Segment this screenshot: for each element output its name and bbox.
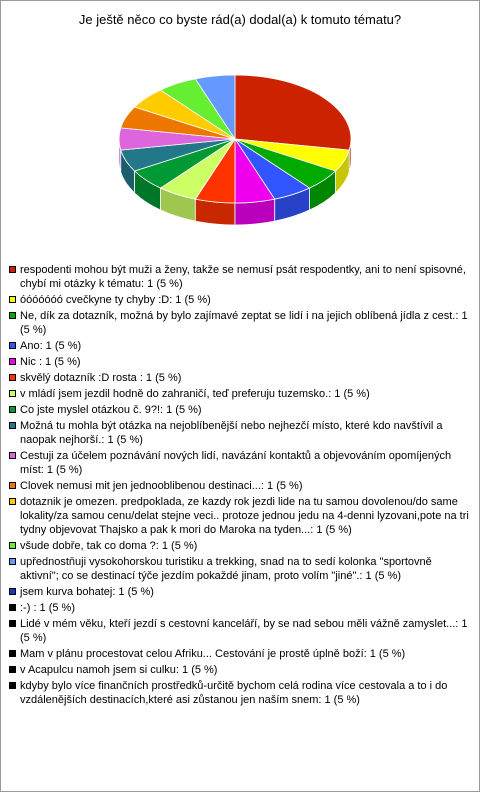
legend-swatch — [9, 498, 16, 505]
legend-item — [9, 585, 471, 599]
legend-label: Nic : 1 (5 %) — [20, 356, 81, 368]
legend-item — [9, 309, 471, 337]
legend-item — [9, 555, 471, 583]
legend-swatch — [9, 358, 16, 365]
legend-swatch — [9, 542, 16, 549]
legend-swatch — [9, 588, 16, 595]
legend-swatch — [9, 266, 16, 273]
legend-swatch — [9, 666, 16, 673]
legend-item — [9, 339, 471, 353]
legend-label: v Acapulcu namoh jsem si culku: 1 (5 %) — [20, 664, 218, 676]
chart-legend — [9, 263, 471, 709]
legend-label: skvělý dotazník :D rosta : 1 (5 %) — [20, 372, 182, 384]
legend-label: :-) : 1 (5 %) — [20, 602, 76, 614]
legend-swatch — [9, 620, 16, 627]
pie-slice — [235, 75, 351, 150]
legend-item — [9, 263, 471, 291]
legend-swatch — [9, 296, 16, 303]
legend-item — [9, 601, 471, 615]
legend-label: Ne, dík za dotazník, možná by bylo zajímavé zeptat se lidí i na jejich oblíbená jídla z cest.: 1 (5 %) — [20, 310, 468, 336]
legend-item — [9, 479, 471, 493]
legend-swatch — [9, 482, 16, 489]
legend-label: Mam v plánu procestovat celou Afriku... Cestování je prostě úplně boží: 1 (5 %) — [20, 648, 406, 660]
legend-swatch — [9, 422, 16, 429]
legend-swatch — [9, 374, 16, 381]
legend-label: dotaznik je omezen. predpoklada, ze kazdy rok jezdi lide na tu samou dovolenou/do same lokality/za samou cenu/delat stejne veci.. protoze jednou jedu na 4-denni lyzovani,pote na tri tydny objevovat Thajsko a pak k mori do Maroka na tyden...: 1 (5 %) — [20, 496, 469, 536]
legend-label: Ano: 1 (5 %) — [20, 340, 82, 352]
chart-title: Je ještě něco co byste rád(a) dodal(a) k tomuto tématu? — [78, 12, 402, 27]
legend-label: Clovek nemusi mit jen jednooblibenou destinaci...: 1 (5 %) — [20, 480, 303, 492]
legend-item — [9, 539, 471, 553]
legend-item — [9, 355, 471, 369]
legend-item — [9, 663, 471, 677]
legend-swatch — [9, 406, 16, 413]
legend-swatch — [9, 312, 16, 319]
legend-swatch — [9, 342, 16, 349]
legend-item — [9, 293, 471, 307]
legend-label: všude dobře, tak co doma ?: 1 (5 %) — [20, 540, 198, 552]
legend-label: kdyby bylo více finančních prostředků-určitě bychom celá rodina více cestovala a to i do vzdálenějších destinacích,které asi zůstanou jen naším snem: 1 (5 %) — [20, 680, 448, 706]
legend-swatch — [9, 558, 16, 565]
legend-item — [9, 419, 471, 447]
legend-label: Cestuji za účelem poznávání nových lidí, navázání kontaktů a objevováním opomíjených míst: 1 (5 %) — [20, 450, 452, 476]
legend-item — [9, 403, 471, 417]
legend-item — [9, 617, 471, 645]
legend-item — [9, 387, 471, 401]
legend-item — [9, 371, 471, 385]
legend-label: óóóóóóó cvečkyne ty chyby :D: 1 (5 %) — [20, 294, 211, 306]
legend-label: jsem kurva bohatej: 1 (5 %) — [20, 586, 154, 598]
legend-item — [9, 449, 471, 477]
legend-label: respodenti mohou být muži a ženy, takže se nemusí psát respodentky, ani to není spisovné, chybí mi otázky k tématu: 1 (5 %) — [20, 264, 466, 290]
legend-label: Možná tu mohla být otázka na nejoblíbenější nebo nejhezčí místo, které kdo navštívil a naopak nejhorší.: 1 (5 %) — [20, 420, 443, 446]
legend-label: v mládí jsem jezdil hodně do zahraničí, teď preferuju tuzemsko.: 1 (5 %) — [20, 388, 370, 400]
legend-label: Lidé v mém věku, kteří jezdí s cestovní kanceláří, by se nad sebou měli vážně zamyslet...: 1 (5 %) — [20, 618, 468, 644]
legend-item — [9, 495, 471, 537]
legend-item — [9, 647, 471, 661]
legend-swatch — [9, 650, 16, 657]
legend-swatch — [9, 390, 16, 397]
legend-label: upřednostňuji vysokohorskou turistiku a trekking, snad na to sedí kolonka "sportovně aktivní"; co se destinací týče jezdím pokaždé jinam, proto volím "jiné".: 1 (5 %) — [20, 556, 432, 582]
legend-label: Co jste myslel otázkou č. 9?!: 1 (5 %) — [20, 404, 202, 416]
legend-swatch — [9, 682, 16, 689]
legend-swatch — [9, 452, 16, 459]
legend-swatch — [9, 604, 16, 611]
legend-item — [9, 679, 471, 707]
pie-chart — [1, 1, 479, 261]
